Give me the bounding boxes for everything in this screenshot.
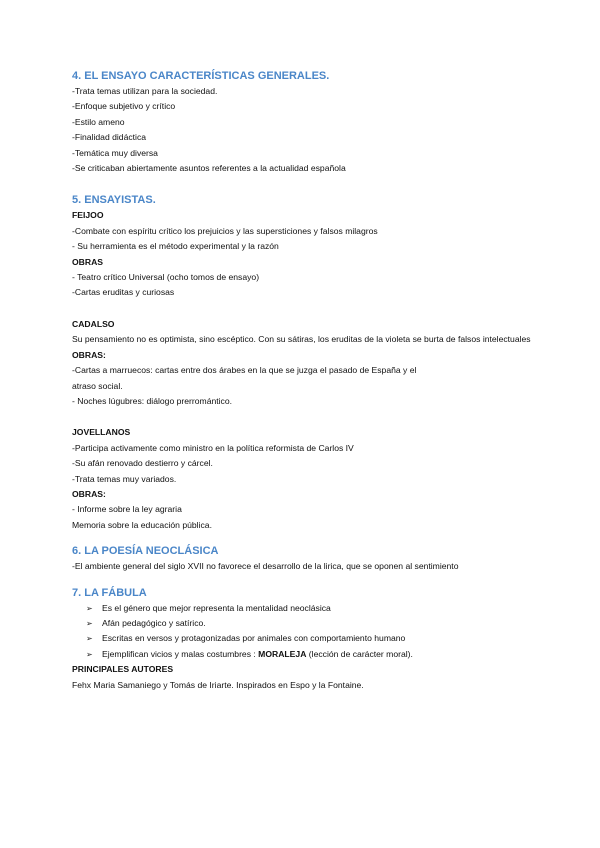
obra-line: - Noches lúgubres: diálogo prerromántico. (72, 395, 233, 406)
obra-line: - Informe sobre la ley agraria (72, 504, 182, 515)
text-line: -Se criticaban abiertamente asuntos referentes a la actualidad española (72, 163, 346, 174)
section-7-heading: 7. LA FÁBULA (72, 586, 147, 599)
author-name-feijoo: FEIJOO (72, 210, 104, 221)
obras-label: OBRAS: (72, 488, 106, 499)
section-5-heading: 5. ENSAYISTAS. (72, 194, 156, 207)
text-line: -Temática muy diversa (72, 147, 158, 158)
text-line: -Trata temas utilizan para la sociedad. (72, 86, 218, 96)
obra-line: atraso social. (72, 380, 123, 391)
section-6-heading: 6. LA POESÍA NEOCLÁSICA (72, 545, 219, 558)
text-line: -Finalidad didáctica (72, 132, 147, 143)
moraleja-term: MORALEJA (258, 648, 307, 659)
author-name-cadalso: CADALSO (72, 318, 115, 329)
arrow-bullet-icon: ➢ (86, 649, 93, 659)
text-line: -Trata temas muy variados. (72, 473, 177, 484)
text-line: -Enfoque subjetivo y crítico (72, 101, 176, 112)
text-line: - Su herramienta es el método experimental y la razón (72, 241, 279, 252)
obra-line: -Cartas a marruecos: cartas entre dos árabes en la que se juzga el pasado de España y el (72, 365, 417, 376)
document-page (72, 68, 532, 693)
obras-label: OBRAS: (72, 349, 106, 360)
list-item: ➢ Escritas en versos y protagonizadas por animales con comportamiento humano (86, 631, 532, 646)
obra-line: - Teatro crítico Universal (ocho tomos de ensayo) (72, 272, 260, 283)
list-item: ➢ Es el género que mejor representa la mentalidad neoclásica (86, 601, 532, 616)
text-line: -Estilo ameno (72, 116, 125, 127)
text-line: -Combate con espíritu crítico los prejuicios y las supersticiones y falsos milagros (72, 225, 378, 236)
obra-line: Memoria sobre la educación pública. (72, 519, 212, 530)
obra-line: -Cartas eruditas y curiosas (72, 287, 175, 298)
text-line: -Su afán renovado destierro y cárcel. (72, 458, 213, 469)
author-name-jovellanos: JOVELLANOS (72, 427, 131, 438)
obras-label: OBRAS (72, 256, 104, 267)
arrow-bullet-icon: ➢ (86, 603, 93, 613)
moraleja-note: (lección de carácter moral). (308, 648, 413, 659)
arrow-bullet-icon: ➢ (86, 618, 93, 628)
text-line: -Participa activamente como ministro en la política reformista de Carlos IV (72, 442, 354, 453)
list-item: ➢ Ejemplifican vicios y malas costumbres : MORALEJA (lección de carácter moral). (86, 647, 532, 662)
text-line: Fehx Maria Samaniego y Tomás de Iriarte. Inspirados en Espo y la Fontaine. (72, 679, 364, 690)
paragraph: Su pensamiento no es optimista, sino escéptico. Con su sátiras, los eruditas de la violeta se burta de falsos intelectuales (72, 334, 531, 345)
principales-autores-label: PRINCIPALES AUTORES (72, 664, 174, 675)
section-4-heading: 4. EL ENSAYO CARACTERÍSTICAS GENERALES. (72, 70, 330, 82)
fabula-bullet-list (72, 601, 532, 663)
paragraph: -El ambiente general del siglo XVII no favorece el desarrollo de la lirica, que se oponen al sentimiento (72, 561, 459, 572)
list-item: ➢ Afán pedagógico y satírico. (86, 616, 532, 631)
arrow-bullet-icon: ➢ (86, 634, 93, 644)
